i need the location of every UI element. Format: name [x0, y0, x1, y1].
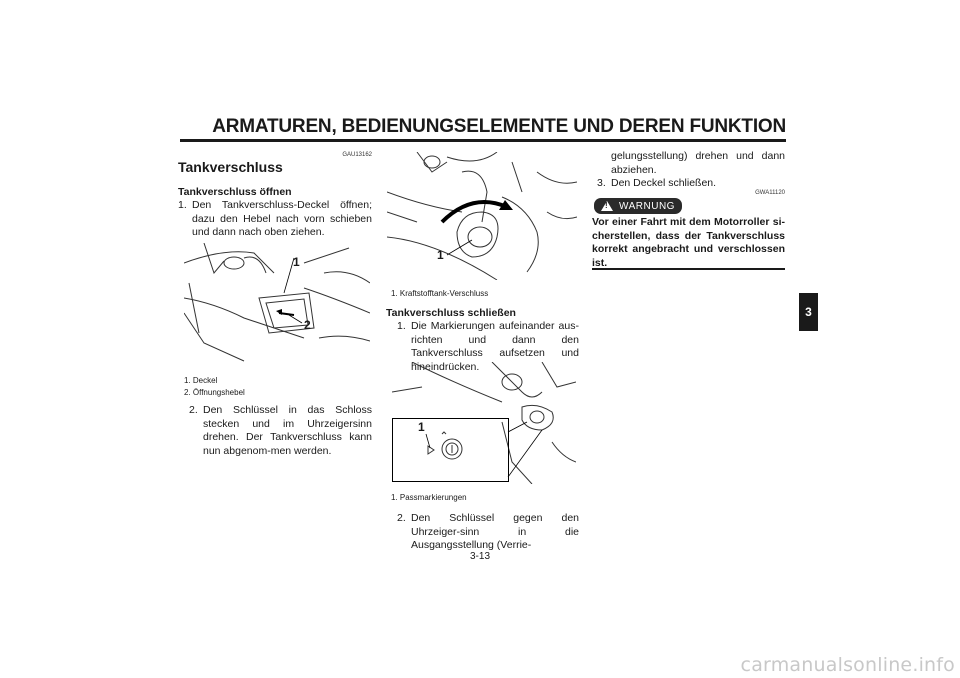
caption-passmarkierungen: 1. Passmarkierungen	[391, 493, 467, 502]
reference-code: GAU13162	[342, 152, 372, 158]
caption-2-oeffnungshebel: 2. Öffnungshebel	[184, 388, 245, 397]
step-text: Den Schlüssel gegen den Uhrzeiger-sinn in die Ausgangsstellung (Verrie-	[411, 512, 579, 551]
section-heading: Tankverschluss	[178, 159, 283, 175]
subheading-close: Tankverschluss schließen	[386, 307, 516, 319]
step-number: 2.	[189, 404, 198, 416]
continuation-text: gelungsstellung) drehen und dann abziehen.	[611, 150, 785, 176]
callout-1: 1	[437, 248, 444, 262]
step-1-open	[178, 199, 372, 240]
subheading-open: Tankverschluss öffnen	[178, 186, 292, 198]
callout-2: 2	[304, 318, 311, 332]
callout-1: 1	[293, 255, 300, 269]
step-number: 3.	[597, 177, 606, 189]
warning-icon	[601, 201, 613, 211]
title-rule	[180, 139, 786, 142]
warning-rule	[592, 268, 785, 270]
step-2-close	[397, 512, 579, 553]
figure-fuel-tank-cap	[387, 152, 577, 280]
step-3-close	[597, 177, 785, 191]
step-text: Den Tankverschluss-Deckel öffnen; dazu den Hebel nach vorn schieben und dann nach oben ziehen.	[192, 199, 372, 238]
caption-kraftstofftank-verschluss: 1. Kraftstofftank-Verschluss	[391, 289, 489, 298]
step-text: Den Deckel schließen.	[611, 177, 717, 189]
warning-text: Vor einer Fahrt mit dem Motorroller si-cherstellen, dass der Tankverschluss korrekt angebracht und verschlossen ist.	[592, 216, 785, 269]
warning-code: GWA11120	[755, 190, 785, 196]
section-tab: 3	[799, 293, 818, 331]
caption-1-deckel: 1. Deckel	[184, 376, 218, 385]
callout-1: 1	[418, 420, 425, 434]
step-number: 1.	[397, 320, 406, 332]
page-title: ARMATUREN, BEDIENUNGSELEMENTE UND DEREN FUNKTION	[212, 116, 786, 137]
step-text: Den Schlüssel in das Schloss stecken und im Uhrzeigersinn drehen. Der Tankverschluss kann nun abgenom-men werden.	[203, 404, 372, 457]
step-text: Die Markierungen aufeinander aus-richten und dann den Tankverschluss aufsetzen und hineindrücken.	[411, 320, 579, 373]
step-number: 2.	[397, 512, 406, 524]
step-number: 1.	[178, 199, 187, 211]
step-2-open	[189, 404, 372, 458]
figure-alignment-marks	[392, 362, 576, 484]
page-number: 3-13	[469, 551, 490, 562]
figure-fuel-cap-lid	[184, 243, 370, 365]
warning-label: WARNUNG	[619, 200, 675, 212]
warning-badge	[594, 198, 682, 214]
footer-watermark: carmanualsonline.info	[740, 654, 955, 676]
